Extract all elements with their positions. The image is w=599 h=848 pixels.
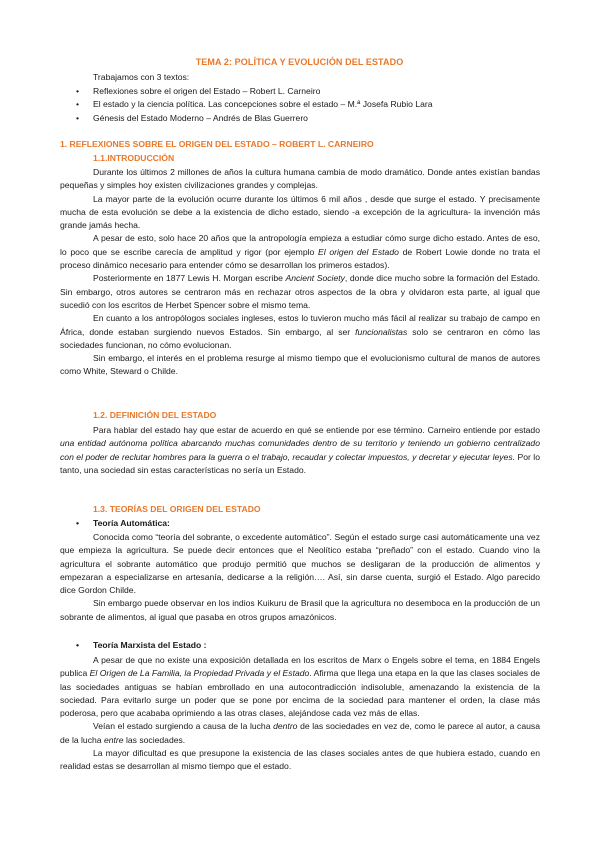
paragraph: Veían el estado surgiendo a causa de la lucha dentro de las sociedades en vez de, como le parece al autor, a causa de la lucha entre las sociedades.: [60, 721, 540, 745]
subsection-heading-definition: 1.2. DEFINICIÓN DEL ESTADO: [93, 410, 217, 420]
paragraph: Sin embargo, el interés en el problema resurge al mismo tiempo que el evolucionismo cultural de manos de autores como White, Steward o Childe.: [60, 353, 540, 377]
automatic-theory-paragraphs: [60, 531, 540, 624]
definition-paragraph: [60, 424, 540, 477]
subsection-heading-theories: 1.3. TEORÍAS DEL ORIGEN DEL ESTADO: [93, 504, 261, 514]
theory-heading-marxist: • Teoría Marxista del Estado :: [76, 640, 207, 650]
paragraph: En cuanto a los antropólogos sociales ingleses, estos lo tuvieron mucho más fácil al realizar su trabajo de campo en África, donde estaban surgiendo nuevos Estados. Sin embargo, al ser funcionalistas solo se centraron en cómo las sociedades funcionan, no cómo evolucionan.: [60, 313, 541, 350]
paragraph: Durante los últimos 2 millones de años la cultura humana cambia de modo dramático. Donde antes existían bandas pequeñas y simples hoy existen civilizaciones grandes y complejas.: [60, 167, 540, 191]
paragraph: Para hablar del estado hay que estar de acuerdo en qué se entiende por ese término. Carneiro entiende por estado una entidad autónoma política abarcando muchas comunidades dentro de su territorio y teniendo un gobierno centralizado con el poder de reclutar hombres para la guerra o el trabajo, recaudar y colectar impuestos, y decretar y ejecutar leyes. Por lo tanto, una sociedad sin estas características no sería un Estado.: [60, 425, 540, 475]
list-item: • Reflexiones sobre el origen del Estado – Robert L. Carneiro: [76, 85, 433, 98]
paragraph: A pesar de que no existe una exposición detallada en los escritos de Marx o Engels sobre el tema, en 1884 Engels publica El Origen de La Familia, la Propiedad Privada y el Estado. Afirma que llega una etapa en la que las clases sociales de las sociedades antiguas se habían embrollado en una autocontradicción indisoluble, amenazando la existencia de la sociedad. Para evitarlo surge un poder que se pone por encima de la sociedad para mantener el orden, la clase más poderosa, pero que acababa oprimiendo a las otras clases, alejándose cada vez más de ellas.: [60, 655, 540, 719]
paragraph: Sin embargo puede observar en los indios Kuikuru de Brasil que la agricultura no desemboca en la producción de un sobrante de alimentos, al igual que pasaba en otros grupos amazónicos.: [60, 598, 540, 622]
subsection-heading-intro: 1.1.INTRODUCCIÓN: [93, 153, 175, 163]
paragraph: A pesar de esto, solo hace 20 años que la antropología empieza a estudiar cómo surge dicho estado. Antes de eso, lo poco que se escribe carecía de amplitud y rigor (por ejemplo El origen del Estado de Robert Lowie donde no trata el proceso dinámico necesario para entender cómo se desarrollan los primeros estados).: [60, 233, 540, 271]
intro-paragraphs: [60, 166, 540, 379]
texts-list: [76, 85, 433, 125]
section-heading: 1. REFLEXIONES SOBRE EL ORIGEN DEL ESTADO – ROBERT L. CARNEIRO: [60, 139, 374, 149]
paragraph: La mayor dificultad es que presupone la existencia de las clases sociales antes de que hubiera estado, cuando en realidad estas se desarrollan al mismo tiempo que el estado.: [60, 748, 540, 772]
theory-heading-automatic: • Teoría Automática:: [76, 518, 170, 528]
list-item: • Génesis del Estado Moderno – Andrés de Blas Guerrero: [76, 112, 433, 125]
document-title: TEMA 2: POLÍTICA Y EVOLUCIÓN DEL ESTADO: [195, 57, 404, 67]
paragraph: La mayor parte de la evolución ocurre durante los últimos 6 mil años , desde que surge el estado. Y precisamente mucha de esta evolución se debe a la existencia de dicho estado, siendo -a excepción de la agricultura- la invención más grande jamás hecha.: [60, 193, 540, 231]
marxist-theory-paragraphs: [60, 654, 540, 774]
paragraph: Conocida como “teoría del sobrante, o excedente automático”. Según el estado surge casi automáticamente una vez que empieza la agricultura. Se puede decir entonces que el Neolítico estaba “preñado” con el estado. Cuando vino la agricultura el sobrante automático que produjo permitió que muchos se desligaran de la producción de alimentos y empezaran a especializarse en artesanía, dedicarse a la religión…. Así, sin darse cuenta, surgió el Estado. Algo parecido dice Gordon Childe.: [60, 532, 540, 596]
intro-text: Trabajamos con 3 textos:: [93, 72, 190, 82]
paragraph: Posteriormente en 1877 Lewis H. Morgan escribe Ancient Society, donde dice mucho sobre la formación del Estado. Sin embargo, otros autores se centraron más en rechazar otros aspectos de la obra y olvidaron esta parte, al igual que sucedió con los escritos de Herbet Spencer sobre el mismo tema.: [60, 273, 540, 310]
list-item: • El estado y la ciencia política. Las concepciones sobre el estado – M.ª Josefa Rubio Lara: [76, 98, 433, 111]
